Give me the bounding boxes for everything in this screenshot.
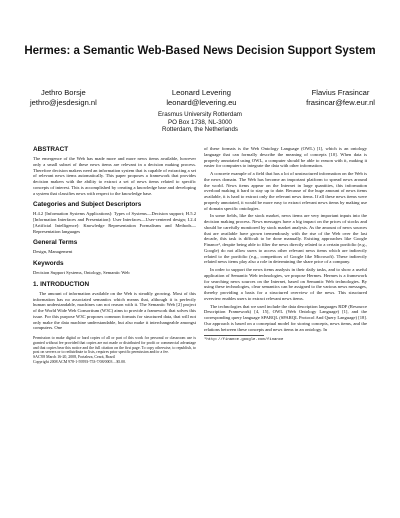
author-name: Leonard Levering	[171, 88, 231, 97]
paper-title: Hermes: a Semantic Web-Based News Decision Support System	[24, 45, 376, 57]
author-name: Flavius Frasincar	[311, 88, 370, 97]
affiliation-line: Erasmus University Rotterdam	[158, 111, 242, 118]
author-1	[30, 88, 97, 108]
keywords-heading: Keywords	[33, 260, 64, 267]
affiliation	[100, 111, 300, 134]
categories-text: H.4.2 [Information Systems Applications]: Types of Systems—Decision support; H.5.2 [Information Interfaces and Presentation]: User Interfaces—User-centered design; I.2.4 [Artificial Intelligence]: Knowledge Representation Formalisms and Methods—Representation languages	[33, 211, 196, 234]
author-block	[30, 88, 375, 108]
general-terms-text: Design, Management	[33, 249, 73, 255]
abstract-heading: ABSTRACT	[33, 146, 69, 153]
author-name: Jethro Borsje	[41, 88, 86, 97]
introduction-heading: 1. INTRODUCTION	[33, 280, 90, 288]
affiliation-line: PO Box 1738, NL-3000	[168, 118, 232, 126]
body-paragraph: A concrete example of a field that has a lot of unstructured information on the Web is the news domain. The Web has become an important platform to spread news around the world. News items appear on the Internet in large quantities, this information overload making it hard to stay up to date. Because of the huge amount of news items available, it is hard to extract only the relevant news items. If all these news items were properly annotated, it would be more easy to extract relevant news items by making use of domain specific ontologies.	[204, 171, 367, 211]
venue-line: SAC'08 March 16-20, 2008, Fortaleza, Ceará, Brazil	[33, 355, 115, 360]
introduction-paragraph: The amount of information available on the Web is steadily growing. Most of this information has no associated semantics which means that, although it is perfectly human understandable, machines can not reason with it. The Semantic Web [2] project of the World Wide Web Consortium (W3C) aims to provide a framework that solves this issue. For this purpose W3C proposes common formats for structured data, that will not only make the data machine understandable, but also make it interchangeable amongst computers. One	[33, 290, 196, 331]
categories-heading: Categories and Subject Descriptors	[33, 201, 142, 209]
left-column	[33, 146, 196, 365]
right-column	[204, 146, 367, 343]
body-paragraph: In order to support the news items analysis in their daily tasks, and to show a useful application of Semantic Web technologies, we propose Hermes. Hermes is a framework for searching news sources on the Internet, based on Semantic Web technologies. By using these technologies, clear semantics can be assigned to the various news messages, thereby providing a basis for a structured overview of the news. This structured overview enables users to extract relevant news items.	[204, 267, 367, 301]
footnote-rule	[204, 335, 264, 336]
author-3	[306, 88, 375, 108]
affiliation-line: Rotterdam, the Netherlands	[161, 126, 238, 133]
author-2	[166, 88, 236, 108]
keywords-text: Decision Support Systems, Ontology, Semantic Web	[33, 270, 130, 275]
body-paragraph: of these formats is the Web Ontology Language (OWL) [1], which is an ontology language that can formally describe the meaning of concepts [10]. When data is properly annotated using OWL, a computer should be able to reason with it, making it easier for computers to integrate the data with other information.	[204, 146, 367, 169]
body-paragraph: In some fields, like the stock market, news items are very important inputs into the decision making process. News messages have a big impact on the prices of stocks and should be carefully monitored by stock market analysts. As the amount of news sources that are available have grown tremendously with the rise of the Web over the last decade, this task is difficult to be done manually. Existing approaches like Google Finance¹, despite being able to filter the news directly related to a certain portfolio (e.g., Google) do not allow users to access other relevant news items which are indirectly related to the portfolio (e.g., competitors of Google like Microsoft). These indirectly related news items play also a role in determining the share price of a company.	[204, 213, 367, 265]
author-email[interactable]: frasincar@few.eur.nl	[306, 98, 375, 107]
author-email[interactable]: jethro@jesdesign.nl	[30, 98, 97, 107]
permission-notice: Permission to make digital or hard copies of all or part of this work for personal or classroom use is granted without fee provided that copies are not made or distributed for profit or commercial advantage and that copies bear this notice and the full citation on the first page. To copy otherwise, to republish, to post on servers or to redistribute to lists, requires prior specific permission and/or a fee.	[33, 336, 196, 355]
footnote-url[interactable]: ¹http://finance.google.com/finance	[204, 338, 284, 343]
abstract-text: The emergence of the Web has made more and more news items available, however only a small subset of these news items are relevant in a decision making process. Therefore decision makers need an information system that is capable of extracting a set of relevant news items automatically. This paper proposes a framework that provides decision makers with the ability to extract a set of news items related to specific concepts of interest. This is accomplished by creating a knowledge base and developing a system that classifies news with respect to the knowledge base.	[33, 156, 196, 196]
body-paragraph: The technologies that we used include the data description languages RDF (Resource Description Framework) [4, 15], OWL (Web Ontology Language) [1], and the corresponding query language SPARQL (SPARQL Protocol And Query Language) [18]. Our approach is based on a conceptual model for storing concepts, news items, and the relations between these concepts and news items in an ontology. In	[204, 303, 367, 332]
general-terms-heading: General Terms	[33, 239, 78, 247]
author-email[interactable]: leonard@levering.eu	[166, 98, 237, 107]
copyright-line: Copyright 2008 ACM 978-1-59593-753-7/08/0003 ...$5.00.	[33, 359, 127, 364]
